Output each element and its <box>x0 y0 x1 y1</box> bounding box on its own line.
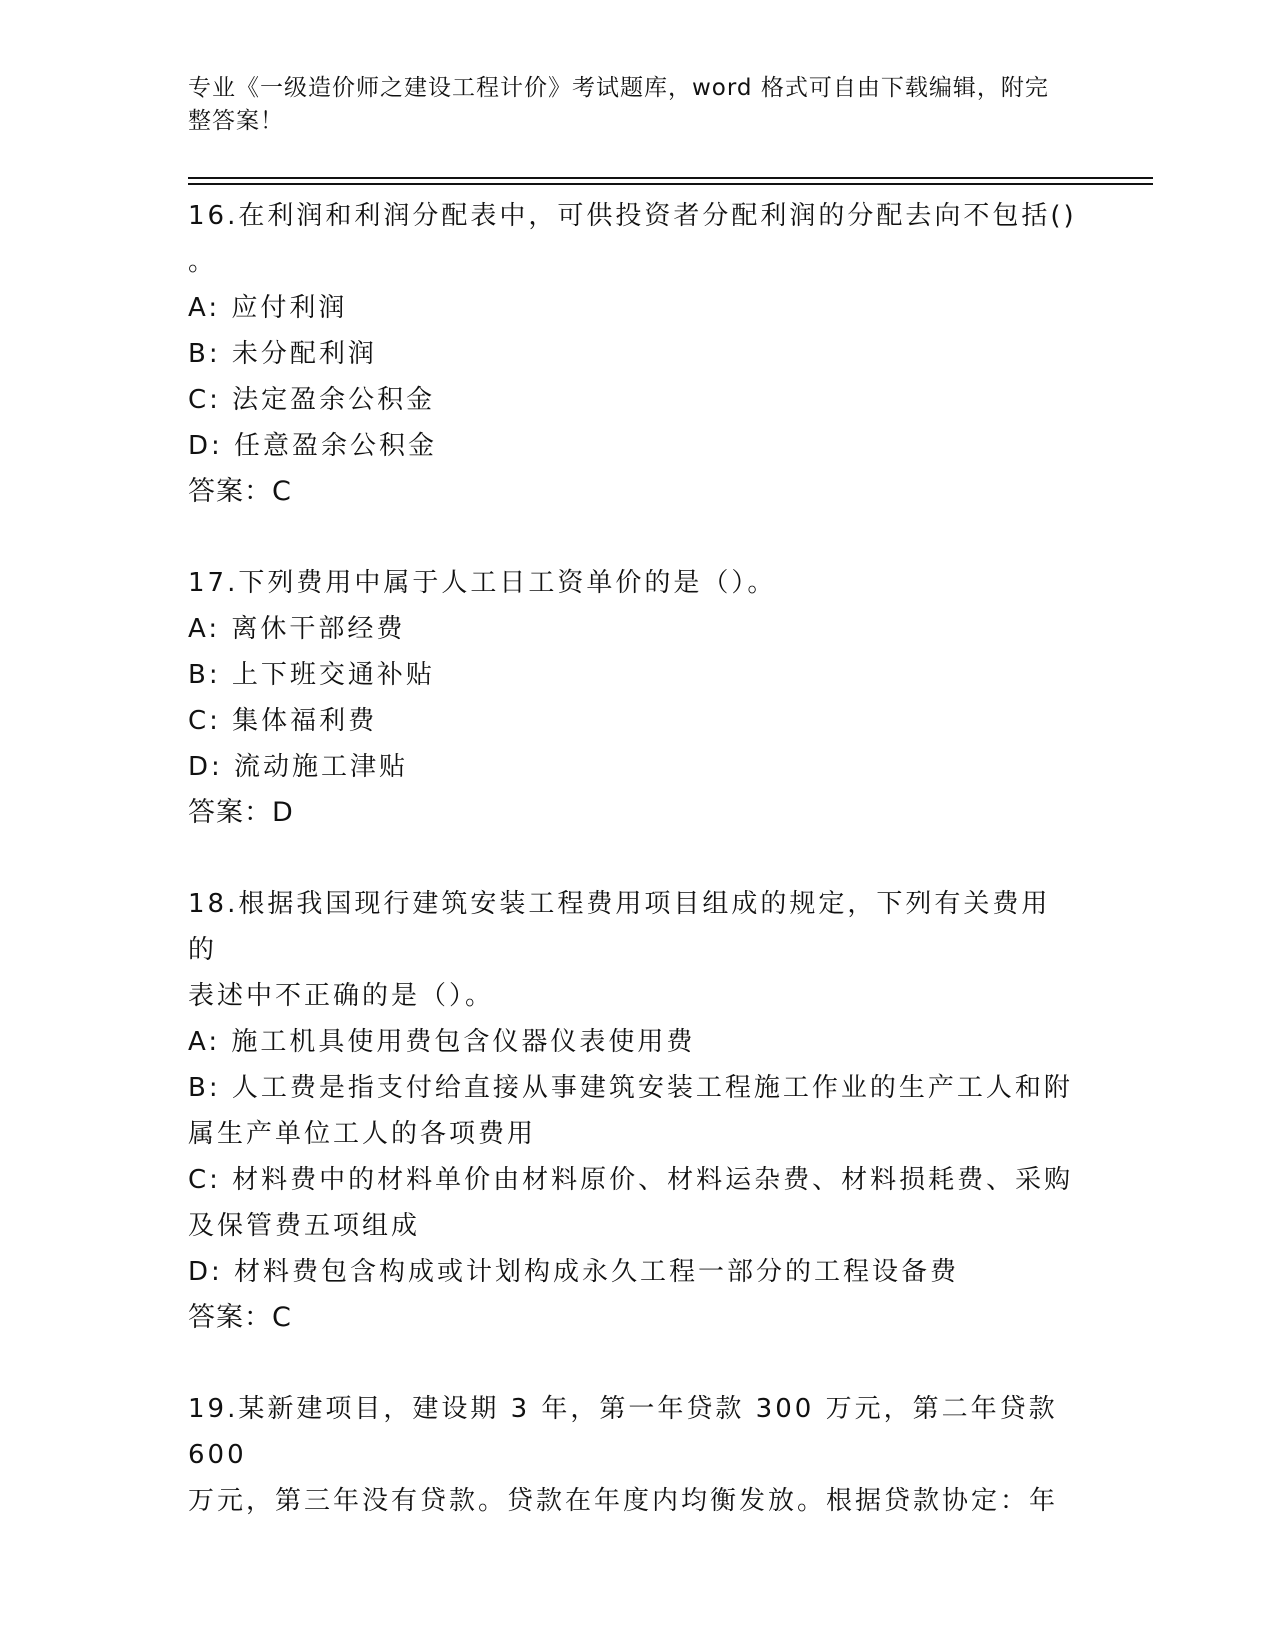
option-b-continued: 属生产单位工人的各项费用 <box>188 1119 537 1149</box>
option-c: C: 材料费中的材料单价由材料原价、材料运杂费、材料损耗费、采购 <box>188 1165 1074 1195</box>
option-a: A: 应付利润 <box>188 293 348 323</box>
option-c-continued: 及保管费五项组成 <box>188 1211 421 1241</box>
option-b: B: 人工费是指支付给直接从事建筑安装工程施工作业的生产工人和附 <box>188 1073 1073 1103</box>
question-text: 18.根据我国现行建筑安装工程费用项目组成的规定，下列有关费用的 <box>188 889 1051 965</box>
header-line-1: 专业《一级造价师之建设工程计价》考试题库，word 格式可自由下载编辑，附完 <box>188 75 1049 101</box>
question-16 <box>188 193 1078 515</box>
option-b: B: 未分配利润 <box>188 339 377 369</box>
question-text: 16.在利润和利润分配表中，可供投资者分配利润的分配去向不包括() <box>188 201 1077 231</box>
header-rule-top <box>188 177 1153 179</box>
question-text: 。 <box>188 247 218 277</box>
option-d: D: 材料费包含构成或计划构成永久工程一部分的工程设备费 <box>188 1257 960 1287</box>
option-b: B: 上下班交通补贴 <box>188 660 435 690</box>
answer-line: 答案：C <box>188 1302 292 1333</box>
option-a: A: 离休干部经费 <box>188 614 406 644</box>
header-line-2: 整答案！ <box>188 108 284 134</box>
option-c: C: 集体福利费 <box>188 706 378 736</box>
question-19 <box>188 1386 1078 1524</box>
option-d: D: 流动施工津贴 <box>188 752 409 782</box>
answer-line: 答案：C <box>188 476 292 507</box>
header-rule-bottom <box>188 183 1153 185</box>
question-text: 17.下列费用中属于人工日工资单价的是（）。 <box>188 568 777 598</box>
option-c: C: 法定盈余公积金 <box>188 385 436 415</box>
question-17 <box>188 560 1078 836</box>
question-list <box>188 193 1078 1569</box>
document-header <box>188 72 1078 138</box>
answer-line: 答案：D <box>188 797 294 828</box>
question-text: 表述中不正确的是（）。 <box>188 981 495 1011</box>
question-18 <box>188 881 1078 1341</box>
question-text: 万元，第三年没有贷款。贷款在年度内均衡发放。根据贷款协定：年 <box>188 1486 1059 1516</box>
option-a: A: 施工机具使用费包含仪器仪表使用费 <box>188 1027 696 1057</box>
question-text: 19.某新建项目，建设期 3 年，第一年贷款 300 万元，第二年贷款 600 <box>188 1394 1058 1470</box>
option-d: D: 任意盈余公积金 <box>188 431 438 461</box>
